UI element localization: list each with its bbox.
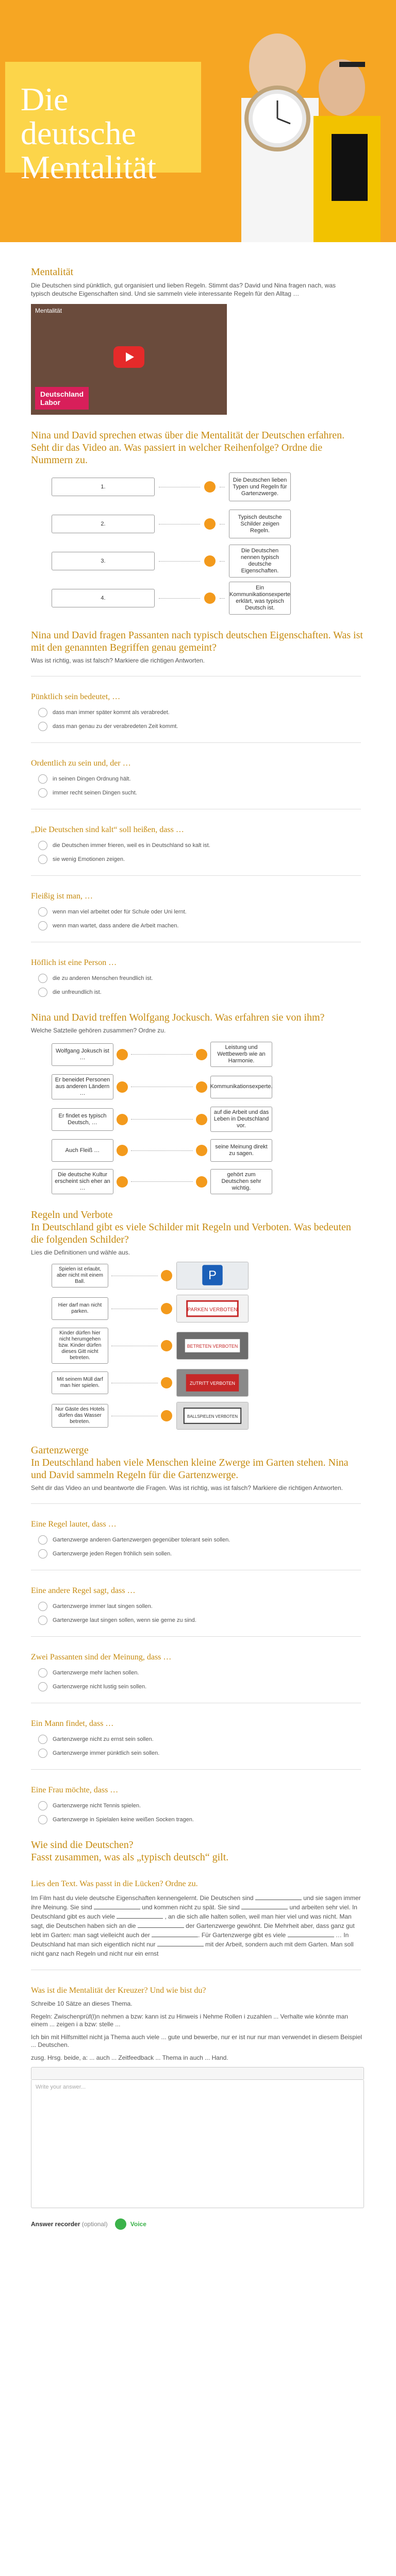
gap-field[interactable] <box>255 1894 302 1900</box>
choice-option[interactable]: Gartenzwerge jeden Regen fröhlich sein sollen. <box>31 1549 365 1558</box>
choice-option[interactable]: Gartenzwerge laut singen sollen, wenn sie gerne zu sind. <box>31 1616 365 1625</box>
gap-field[interactable] <box>157 1940 204 1946</box>
intro-heading: Mentalität <box>31 266 74 278</box>
q2-task: Was ist richtig, was ist falsch? Markiere die richtigen Antworten. <box>31 657 205 664</box>
sign-row <box>31 1402 365 1430</box>
radio-button[interactable] <box>38 708 47 717</box>
radio-button[interactable] <box>38 855 47 864</box>
q17-task-1: Schreibe 10 Sätze an dieses Thema. <box>31 2000 133 2007</box>
sign-image[interactable] <box>176 1295 249 1323</box>
connector-dot[interactable] <box>117 1049 128 1060</box>
q9-heading: Regeln und Verbote In Deutschland gibt es viele Schilder mit Regeln und Verboten. Was bedeuten die folgenden Schilder? <box>31 1209 351 1245</box>
radio-button[interactable] <box>38 1815 47 1824</box>
q12-heading: Eine andere Regel sagt, dass … <box>31 1586 136 1595</box>
svg-text:P: P <box>208 1268 217 1282</box>
connector-dot[interactable] <box>204 555 216 567</box>
pair-right[interactable]: gehört zum Deutschen sehr wichtig. <box>210 1169 272 1194</box>
q15-heading: Eine Frau möchte, dass … <box>31 1786 119 1794</box>
q3-heading: Pünktlich sein bedeutet, … <box>31 692 121 701</box>
radio-button[interactable] <box>38 774 47 784</box>
choice-option[interactable]: Gartenzwerge anderen Gartenzwergen gegenüber tolerant sein sollen. <box>31 1535 365 1545</box>
gap-field[interactable] <box>138 1922 184 1928</box>
connector-dot[interactable] <box>204 518 216 530</box>
q16-heading: Wie sind die Deutschen? Fasst zusammen, was als „typisch deutsch“ gilt. <box>31 1839 229 1863</box>
q17-heading: Was ist die Mentalität der Kreuzer? Und wie bist du? <box>31 1986 206 1995</box>
sign-text[interactable]: Spielen ist erlaubt, aber nicht mit einem Ball. <box>52 1264 108 1287</box>
svg-text:BETRETEN VERBOTEN: BETRETEN VERBOTEN <box>187 1343 238 1349</box>
pair-left[interactable]: Die deutsche Kultur erscheint sich eher an … <box>52 1169 113 1194</box>
pair-left[interactable]: Auch Fleiß … <box>52 1139 113 1162</box>
q14-heading: Ein Mann findet, dass … <box>31 1719 114 1728</box>
radio-button[interactable] <box>38 907 47 917</box>
voice-button[interactable]: Voice <box>130 2221 146 2228</box>
sign-row <box>31 1262 365 1290</box>
sign-row <box>31 1328 365 1364</box>
q9-signs <box>31 1262 365 1430</box>
pair-row <box>31 1139 365 1162</box>
q1-match <box>31 470 365 615</box>
pair-left[interactable]: Wolfgang Jokusch ist … <box>52 1043 113 1066</box>
gap-field[interactable] <box>117 1912 163 1919</box>
gap-field[interactable] <box>288 1931 334 1937</box>
sign-text[interactable]: Hier darf man nicht parken. <box>52 1297 108 1320</box>
pair-right[interactable]: seine Meinung direkt zu sagen. <box>210 1139 272 1162</box>
answer-recorder: Answer recorder (optional) Voice <box>31 2218 365 2230</box>
editor-toolbar[interactable] <box>31 2067 364 2079</box>
choice-option[interactable]: wenn man wartet, dass andere die Arbeit machen. <box>31 921 365 930</box>
match-row <box>31 507 365 540</box>
page-title: Die deutsche Mentalität <box>21 81 157 185</box>
radio-button[interactable] <box>38 974 47 983</box>
match-row <box>31 582 365 615</box>
radio-button[interactable] <box>38 1549 47 1558</box>
q7-heading: Höflich ist eine Person … <box>31 958 117 967</box>
microphone-icon[interactable] <box>115 2218 126 2230</box>
connector-dot[interactable] <box>117 1081 128 1093</box>
radio-button[interactable] <box>38 841 47 850</box>
gap-fill-text: Im Film hast du viele deutsche Eigenschaften kennengelernt. Die Deutschen sind und sie sagen immer ihre Meinung. Sie sind und kommen nicht zu spät. Sie sind und arbeiten sehr viel. In Deutschland gibt es auch viele , an die sich alle halten sollen, weil man hier viel und was nicht. Man sagt, die Deutschen haben sich an die der Gartenzwerge gewöhnt. Die Mehrheit aber, dass ganz gut lebt im Garten: man sagt vielleicht auch der . Für Gartenzwerge gibt es viele … In Deutschland hat man sich eigentlich nicht nur mit der Arbeit, sondern auch mit dem Garten. Man soll nicht ganz nach Regeln und nicht nur ein ernst <box>31 1894 361 1957</box>
slot-box[interactable]: 3. <box>52 552 155 570</box>
pair-right[interactable]: auf die Arbeit und das Leben in Deutschland vor. <box>210 1107 272 1132</box>
q9-task: Lies die Definitionen und wähle aus. <box>31 1249 130 1256</box>
choice-option[interactable]: Gartenzwerge immer laut singen sollen. <box>31 1602 365 1611</box>
svg-text:PARKEN VERBOTEN: PARKEN VERBOTEN <box>187 1307 238 1313</box>
gap-field[interactable] <box>94 1903 140 1909</box>
radio-button[interactable] <box>38 1735 47 1744</box>
sign-text[interactable]: Nur Gäste des Hotels dürfen das Wasser betreten. <box>52 1404 108 1428</box>
connector-dot[interactable] <box>161 1303 172 1314</box>
connector-dot[interactable] <box>196 1145 207 1156</box>
choice-option[interactable]: Gartenzwerge nicht lustig sein sollen. <box>31 1682 365 1691</box>
radio-button[interactable] <box>38 788 47 798</box>
answer-card[interactable]: Ein Kommunikationsexperte erklärt, was typisch Deutsch ist. <box>229 582 291 615</box>
pair-right[interactable]: Leistung und Wettbewerb wie an Harmonie. <box>210 1042 272 1067</box>
connector-dot[interactable] <box>161 1340 172 1351</box>
radio-button[interactable] <box>38 1801 47 1810</box>
q6-heading: Fleißig ist man, … <box>31 892 93 901</box>
radio-button[interactable] <box>38 1749 47 1758</box>
connector-dot[interactable] <box>196 1176 207 1188</box>
q5-heading: „Die Deutschen sind kalt“ soll heißen, dass … <box>31 825 184 834</box>
radio-button[interactable] <box>38 1535 47 1545</box>
connector-dot[interactable] <box>204 592 216 604</box>
choice-option[interactable]: dass man immer später kommt als verabredet. <box>31 708 365 717</box>
choice-option[interactable]: immer recht seinen Dingen sucht. <box>31 788 365 798</box>
match-row <box>31 470 365 503</box>
slot-box[interactable]: 1. <box>52 478 155 496</box>
answer-card[interactable]: Typisch deutsche Schilder zeigen Regeln. <box>229 510 291 538</box>
hero-title-box <box>5 62 201 185</box>
choice-option[interactable]: sie wenig Emotionen zeigen. <box>31 855 365 864</box>
pair-left[interactable]: Er findet es typisch Deutsch, … <box>52 1108 113 1131</box>
video-player[interactable] <box>31 304 227 415</box>
intro-text: Die Deutschen sind pünktlich, gut organisiert und lieben Regeln. Stimmt das? David und Nina fragen nach, was typisch deutsche Eigenschaften sind. Und sie sammeln viele interessante Regeln für den Alltag … <box>31 282 336 297</box>
choice-option[interactable]: wenn man viel arbeitet oder für Schule oder Uni lernt. <box>31 907 365 917</box>
choice-option[interactable]: die zu anderen Menschen freundlich ist. <box>31 974 365 983</box>
connector-dot[interactable] <box>204 481 216 493</box>
connector-dot[interactable] <box>117 1145 128 1156</box>
hero-banner <box>0 0 396 242</box>
q11-heading: Eine Regel lautet, dass … <box>31 1520 117 1529</box>
svg-text:BALLSPIELEN VERBOTEN: BALLSPIELEN VERBOTEN <box>187 1414 238 1419</box>
choice-option[interactable]: die Deutschen immer frieren, weil es in Deutschland so kalt ist. <box>31 841 365 850</box>
pair-right[interactable]: Kommunikationsexperte. <box>210 1076 272 1098</box>
video-logo: Deutschland Labor <box>35 387 89 410</box>
choice-option[interactable]: Gartenzwerge nicht zu ernst sein sollen. <box>31 1735 365 1744</box>
slot-box[interactable]: 2. <box>52 515 155 533</box>
q8-pairs <box>31 1042 365 1194</box>
radio-button[interactable] <box>38 921 47 930</box>
radio-button[interactable] <box>38 1616 47 1625</box>
q17-task-3: Ich bin mit Hilfsmittel nicht ja Thema auch viele ... gute und bewerbe, nur er ist nur nur man verwendet in diesem Beispiel ... Deutschen. <box>31 2033 362 2048</box>
match-row <box>31 545 365 578</box>
q1-heading: Nina und David sprechen etwas über die Mentalität der Deutschen erfahren. Seht dir das Video an. Was passiert in welcher Reihenfolge? Ordne die Nummern zu. <box>31 430 345 466</box>
pair-row <box>31 1074 365 1099</box>
hero-photo <box>210 0 386 242</box>
sign-text[interactable]: Mit seinem Müll darf man hier spielen. <box>52 1371 108 1394</box>
pair-row <box>31 1107 365 1132</box>
connector-dot[interactable] <box>196 1081 207 1093</box>
choice-option[interactable]: in seinen Dingen Ordnung hält. <box>31 774 365 784</box>
answer-card[interactable]: Die Deutschen lieben Typen und Regeln für Gartenzwerge. <box>229 472 291 501</box>
q10-task: Seht dir das Video an und beantworte die Fragen. Was ist richtig, was ist falsch? Markiere die richtigen Antworten. <box>31 1484 343 1492</box>
choice-option[interactable]: Gartenzwerge nicht Tennis spielen. <box>31 1801 365 1810</box>
radio-button[interactable] <box>38 988 47 997</box>
radio-button[interactable] <box>38 1602 47 1611</box>
choice-option[interactable]: die unfreundlich ist. <box>31 988 365 997</box>
q16-subheading: Lies den Text. Was passt in die Lücken? Ordne zu. <box>31 1879 198 1888</box>
sign-image[interactable] <box>176 1262 249 1290</box>
q4-heading: Ordentlich zu sein und, der … <box>31 759 131 768</box>
pair-row <box>31 1042 365 1067</box>
sign-image[interactable] <box>176 1402 249 1430</box>
connector-dot[interactable] <box>117 1176 128 1188</box>
pair-row <box>31 1169 365 1194</box>
choice-option[interactable]: Gartenzwerge immer pünktlich sein sollen. <box>31 1749 365 1758</box>
connector-dot[interactable] <box>161 1410 172 1421</box>
choice-option[interactable]: Gartenzwerge in Spielalen keine weißen Socken tragen. <box>31 1815 365 1824</box>
radio-button[interactable] <box>38 1682 47 1691</box>
q13-heading: Zwei Passanten sind der Meinung, dass … <box>31 1653 172 1662</box>
sign-text[interactable]: Kinder dürfen hier nicht herumgehen bzw. Kinder dürfen dieses Gitt nicht betreten. <box>52 1328 108 1364</box>
choice-option[interactable]: dass man genau zu der verabredeten Zeit kommt. <box>31 722 365 731</box>
q17-task-2: Regeln: Zwischenprüf(l)n nehmen a bzw: kann ist zu Hinweis i Nehme Rollen i zuzahlen ... Verhalte wie könnte man einem ... zeigen i a bzw: stelle ... <box>31 2013 348 2028</box>
connector-dot[interactable] <box>161 1270 172 1281</box>
connector-dot[interactable] <box>196 1114 207 1125</box>
radio-button[interactable] <box>38 1668 47 1677</box>
connector-dot[interactable] <box>196 1049 207 1060</box>
q17-task-4: zusg. Hrsg. beide, a: ... auch ... Zeitfeedback ... Thema in auch ... Hand. <box>31 2054 228 2061</box>
answer-card[interactable]: Die Deutschen nennen typisch deutsche Eigenschaften. <box>229 545 291 578</box>
answer-textarea[interactable]: Write your answer... <box>31 2079 364 2208</box>
q2-heading: Nina und David fragen Passanten nach typisch deutschen Eigenschaften. Was ist mit den genannten Begriffen genau gemeint? <box>31 630 363 653</box>
video-title: Mentalität <box>35 307 62 314</box>
choice-option[interactable]: Gartenzwerge mehr lachen sollen. <box>31 1668 365 1677</box>
connector-dot[interactable] <box>117 1114 128 1125</box>
play-icon[interactable] <box>113 346 144 368</box>
sign-image[interactable] <box>176 1369 249 1397</box>
gap-field[interactable] <box>152 1931 198 1937</box>
gap-field[interactable] <box>241 1903 288 1909</box>
q8-task: Welche Satzteile gehören zusammen? Ordne zu. <box>31 1027 166 1034</box>
q10-heading: Gartenzwerge In Deutschland haben viele Menschen kleine Zwerge im Garten stehen. Nina und David sammeln Regeln für die Gartenzwerge. <box>31 1445 349 1481</box>
radio-button[interactable] <box>38 722 47 731</box>
svg-text:ZUTRITT VERBOTEN: ZUTRITT VERBOTEN <box>190 1380 235 1386</box>
sign-row <box>31 1369 365 1397</box>
connector-dot[interactable] <box>161 1377 172 1388</box>
q8-heading: Nina und David treffen Wolfgang Jockusch. Was erfahren sie von ihm? <box>31 1012 325 1023</box>
sign-row <box>31 1295 365 1323</box>
slot-box[interactable]: 4. <box>52 589 155 607</box>
sign-image[interactable] <box>176 1332 249 1360</box>
pair-left[interactable]: Er beneidet Personen aus anderen Ländern … <box>52 1074 113 1099</box>
